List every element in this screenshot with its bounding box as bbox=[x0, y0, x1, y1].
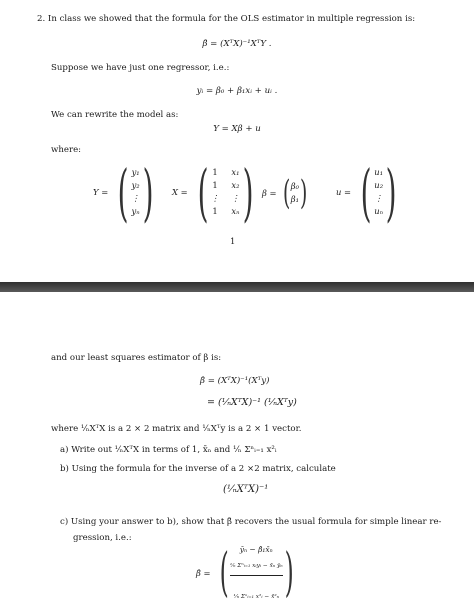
left-paren-icon: ( bbox=[219, 543, 229, 603]
single-regressor-model: yᵢ = β₀ + β₁xᵢ + uᵢ . bbox=[196, 86, 278, 96]
beta-vector bbox=[262, 173, 310, 213]
u-entry-dots: ⋮ bbox=[374, 193, 383, 203]
Y-vector bbox=[93, 155, 160, 229]
estimator-line-2: = (¹⁄ₙXᵀX)⁻¹ (¹⁄ₙXᵀy) bbox=[207, 397, 297, 408]
u-entry-2: u₂ bbox=[374, 180, 384, 190]
estimator-line-1: β̂ = (XᵀX)⁻¹(Xᵀy) bbox=[200, 376, 270, 386]
X-entry: ⋮ bbox=[210, 193, 220, 203]
part-c-line-2: gression, i.e.: bbox=[73, 533, 132, 543]
Y-entry-dots: ⋮ bbox=[131, 193, 140, 203]
X-entry: x₁ bbox=[231, 167, 240, 177]
left-paren-icon: ( bbox=[282, 173, 290, 213]
where-text: where: bbox=[51, 145, 82, 155]
X-entries bbox=[211, 166, 240, 218]
beta1-denominator: ¹⁄ₙ Σⁿᵢ₌₁ x²ᵢ − x̄²ₙ bbox=[233, 593, 280, 600]
X-entry: xₙ bbox=[231, 206, 240, 216]
problem-intro: 2. In class we showed that the formula for the OLS estimator in multiple regression is: bbox=[37, 14, 416, 24]
final-beta-entries bbox=[230, 543, 283, 604]
page-number: 1 bbox=[230, 236, 236, 246]
left-paren-icon: ( bbox=[197, 155, 209, 229]
beta1-numerator: ¹⁄ₙ Σⁿᵢ₌₁ xᵢyᵢ − x̄ₙ ȳₙ bbox=[229, 562, 283, 569]
document-page-1 bbox=[0, 0, 474, 282]
X-entry: 1 bbox=[212, 180, 218, 190]
X-label: X = bbox=[172, 187, 188, 197]
estimator-intro: and our least squares estimator of β is: bbox=[51, 353, 222, 363]
beta-label: β = bbox=[262, 188, 277, 198]
part-b-expression: (¹⁄ₙXᵀX)⁻¹ bbox=[223, 484, 269, 495]
beta1-fraction bbox=[230, 560, 283, 604]
u-entry-1: u₁ bbox=[374, 167, 384, 177]
page-separator bbox=[0, 282, 474, 292]
right-paren-icon: ) bbox=[242, 155, 254, 229]
u-vector bbox=[336, 155, 403, 229]
rewrite-text: We can rewrite the model as: bbox=[51, 110, 179, 120]
beta-entry-1: β₁ bbox=[290, 194, 299, 204]
part-b: b) Using the formula for the inverse of a 2 ×2 matrix, calculate bbox=[60, 464, 336, 474]
right-paren-icon: ) bbox=[142, 155, 154, 229]
X-entry: 1 bbox=[212, 167, 218, 177]
left-paren-icon: ( bbox=[360, 155, 372, 229]
u-entries bbox=[374, 166, 383, 218]
ols-formula: β̂ = (XᵀX)⁻¹XᵀY . bbox=[202, 39, 272, 49]
Y-entry-n: yₙ bbox=[131, 206, 140, 216]
where-dimensions: where ¹⁄ₙXᵀX is a 2 × 2 matrix and ¹⁄ₙXᵀy is a 2 × 1 vector. bbox=[51, 424, 302, 434]
X-entry: x₂ bbox=[231, 180, 240, 190]
final-beta-label: β̂ = bbox=[196, 568, 211, 578]
Y-label: Y = bbox=[93, 187, 109, 197]
part-a: a) Write out ¹⁄ₙXᵀX in terms of 1, x̄ₙ and ¹⁄ₙ Σⁿᵢ₌₁ x²ᵢ bbox=[60, 445, 277, 455]
u-entry-n: uₙ bbox=[374, 206, 384, 216]
Y-entry-1: y₁ bbox=[131, 167, 140, 177]
Y-entry-2: y₂ bbox=[131, 180, 140, 190]
u-label: u = bbox=[336, 187, 352, 197]
beta-entries bbox=[291, 180, 299, 206]
X-matrix bbox=[172, 155, 260, 229]
beta0-formula: ȳₙ − β̂₁x̄ₙ bbox=[239, 544, 273, 554]
right-paren-icon: ) bbox=[284, 543, 294, 603]
right-paren-icon: ) bbox=[299, 173, 308, 213]
X-entry: 1 bbox=[212, 206, 218, 216]
fraction-bar bbox=[230, 575, 283, 589]
left-paren-icon: ( bbox=[117, 155, 129, 229]
document-page-2 bbox=[0, 292, 474, 606]
suppose-text: Suppose we have just one regressor, i.e.: bbox=[51, 63, 230, 73]
Y-entries bbox=[131, 166, 139, 218]
matrix-model: Y = Xβ + u bbox=[213, 124, 261, 134]
beta-entry-0: β₀ bbox=[290, 181, 299, 191]
right-paren-icon: ) bbox=[385, 155, 397, 229]
X-entry: ⋮ bbox=[231, 193, 240, 203]
final-beta-formula bbox=[196, 543, 299, 603]
part-c-line-1: c) Using your answer to b), show that β̂ recovers the usual formula for simple linear re- bbox=[60, 517, 442, 527]
